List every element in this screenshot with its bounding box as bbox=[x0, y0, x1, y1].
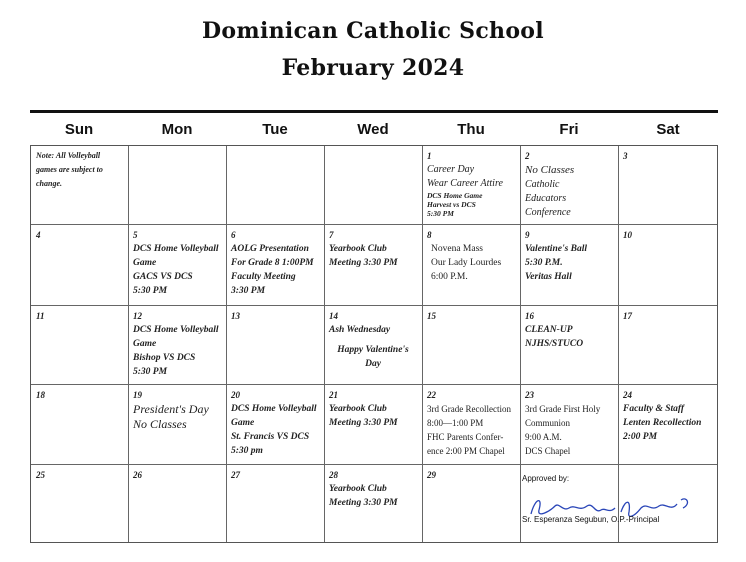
calendar-cell-5 bbox=[128, 225, 226, 305]
date-number: 25 bbox=[36, 470, 45, 480]
event-line: Wear Career Attire bbox=[427, 178, 503, 189]
date-number: 2 bbox=[525, 151, 530, 161]
event-line: Ash Wednesday bbox=[329, 325, 391, 335]
date-number: 5 bbox=[133, 230, 138, 240]
event-line: 5:30 pm bbox=[231, 446, 263, 456]
event-line: No Classes bbox=[525, 164, 575, 176]
date-number: 9 bbox=[525, 230, 530, 240]
calendar-grid bbox=[30, 145, 718, 543]
event-line: No Classes bbox=[133, 417, 187, 431]
event-line: 5:30 PM bbox=[133, 367, 168, 377]
calendar-cell-22 bbox=[422, 385, 520, 464]
event-line: NJHS/STUCO bbox=[525, 339, 584, 349]
event-line: Game bbox=[133, 258, 157, 268]
event-line: Veritas Hall bbox=[525, 272, 572, 282]
calendar-cell-21 bbox=[324, 385, 422, 464]
event-line: Conference bbox=[525, 207, 571, 218]
calendar-cell-26 bbox=[128, 465, 226, 543]
event-line: 5:30 P.M. bbox=[525, 258, 563, 268]
event-line: 8:00—1:00 PM bbox=[427, 418, 484, 428]
calendar-cell-20 bbox=[226, 385, 324, 464]
date-number: 15 bbox=[427, 311, 436, 321]
event-line: Novena Mass bbox=[431, 244, 483, 254]
calendar-cell-29 bbox=[422, 465, 520, 543]
event-line: Meeting 3:30 PM bbox=[329, 498, 398, 508]
event-line: Faculty & Staff bbox=[623, 404, 685, 414]
date-number: 6 bbox=[231, 230, 236, 240]
date-number: 1 bbox=[427, 151, 432, 161]
weekday-header bbox=[30, 115, 718, 145]
date-number: 22 bbox=[427, 390, 436, 400]
calendar-cell-27 bbox=[226, 465, 324, 543]
calendar-cell-13 bbox=[226, 306, 324, 384]
calendar-cell-25 bbox=[31, 465, 128, 543]
event-line: 5:30 PM bbox=[427, 209, 454, 218]
event-line: Faculty Meeting bbox=[231, 272, 296, 282]
date-number: 23 bbox=[525, 390, 534, 400]
event-line: DCS Chapel bbox=[525, 446, 571, 456]
date-number: 21 bbox=[329, 390, 338, 400]
day-wed: Wed bbox=[357, 121, 389, 138]
event-line: Catholic bbox=[525, 179, 560, 190]
event-line: Career Day bbox=[427, 164, 475, 175]
header-rule bbox=[30, 110, 718, 113]
date-number: 20 bbox=[231, 390, 240, 400]
day-thu: Thu bbox=[457, 121, 485, 138]
event-line: Happy Valentine's bbox=[337, 345, 409, 355]
date-number: 27 bbox=[231, 470, 240, 480]
calendar-cell-28 bbox=[324, 465, 422, 543]
event-line: DCS Home Volleyball bbox=[133, 325, 219, 335]
event-line: Meeting 3:30 PM bbox=[329, 258, 398, 268]
day-tue: Tue bbox=[262, 121, 288, 138]
calendar-cell-10 bbox=[618, 225, 718, 305]
calendar-cell-4 bbox=[31, 225, 128, 305]
calendar-cell-1 bbox=[422, 146, 520, 224]
day-mon: Mon bbox=[161, 121, 193, 138]
volleyball-note: Note: All Volleyball games are subject to change. bbox=[36, 151, 103, 188]
event-line: 6:00 P.M. bbox=[431, 272, 468, 282]
event-line: Harvest vs DCS bbox=[427, 200, 476, 209]
event-line: 5:30 PM bbox=[133, 286, 168, 296]
event-line: Yearbook Club bbox=[329, 404, 387, 414]
calendar-cell-16 bbox=[520, 306, 618, 384]
calendar-cell-18 bbox=[31, 385, 128, 464]
day-sun: Sun bbox=[64, 121, 94, 138]
calendar-cell-11 bbox=[31, 306, 128, 384]
date-number: 26 bbox=[133, 470, 142, 480]
date-number: 28 bbox=[329, 470, 338, 480]
event-line: For Grade 8 1:00PM bbox=[231, 258, 314, 268]
event-line: Educators bbox=[525, 193, 567, 204]
date-number: 4 bbox=[36, 230, 41, 240]
calendar-cell-8 bbox=[422, 225, 520, 305]
event-line: Game bbox=[133, 339, 157, 349]
date-number: 13 bbox=[231, 311, 240, 321]
calendar-cell-9 bbox=[520, 225, 618, 305]
date-number: 16 bbox=[525, 311, 534, 321]
event-line: FHC Parents Confer- bbox=[427, 432, 504, 442]
event-line: DCS Home Volleyball bbox=[133, 244, 219, 254]
calendar-cell-6 bbox=[226, 225, 324, 305]
month-title: February 2024 bbox=[281, 55, 465, 81]
event-line: Yearbook Club bbox=[329, 244, 387, 254]
event-line: St. Francis VS DCS bbox=[231, 432, 310, 442]
event-line: 3:30 PM bbox=[231, 286, 266, 296]
event-line: AOLG Presentation bbox=[231, 244, 309, 254]
principal-name: Sr. Esperanza Segubun, O.P.-Principal bbox=[522, 515, 660, 524]
calendar-cell-19 bbox=[128, 385, 226, 464]
day-sat: Sat bbox=[656, 121, 680, 138]
event-line: Game bbox=[231, 418, 255, 428]
calendar-cell-15 bbox=[422, 306, 520, 384]
calendar-cell-17 bbox=[618, 306, 718, 384]
event-line: DCS Home Volleyball bbox=[231, 404, 317, 414]
date-number: 3 bbox=[623, 151, 628, 161]
event-line: Valentine's Ball bbox=[525, 244, 588, 254]
calendar-cell-23 bbox=[520, 385, 618, 464]
date-number: 11 bbox=[36, 311, 45, 321]
event-line: Lenten Recollection bbox=[623, 418, 702, 428]
event-line: President's Day bbox=[133, 402, 209, 416]
date-number: 14 bbox=[329, 311, 338, 321]
calendar-cell-2 bbox=[520, 146, 618, 224]
approved-label: Approved by: bbox=[522, 474, 570, 483]
calendar-cell-14 bbox=[324, 306, 422, 384]
event-line: Our Lady Lourdes bbox=[431, 258, 502, 268]
event-line: GACS VS DCS bbox=[133, 272, 193, 282]
event-line: 3rd Grade First Holy bbox=[525, 404, 601, 414]
day-fri: Fri bbox=[559, 121, 579, 138]
date-number: 29 bbox=[427, 470, 436, 480]
calendar-cell-3 bbox=[618, 146, 718, 224]
event-line: Communion bbox=[525, 418, 571, 428]
date-number: 7 bbox=[329, 230, 334, 240]
event-line: CLEAN-UP bbox=[525, 325, 573, 335]
school-title: Dominican Catholic School bbox=[202, 18, 544, 44]
event-line: 3rd Grade Recollection bbox=[427, 404, 511, 414]
calendar-cell-note bbox=[31, 146, 128, 224]
date-number: 19 bbox=[133, 390, 142, 400]
event-line: ence 2:00 PM Chapel bbox=[427, 446, 505, 456]
date-number: 8 bbox=[427, 230, 432, 240]
calendar-cell-7 bbox=[324, 225, 422, 305]
date-number: 12 bbox=[133, 311, 142, 321]
calendar-cell-24 bbox=[618, 385, 718, 464]
date-number: 10 bbox=[623, 230, 632, 240]
event-line: Bishop VS DCS bbox=[133, 353, 196, 363]
date-number: 18 bbox=[36, 390, 45, 400]
event-line: 9:00 A.M. bbox=[525, 432, 562, 442]
date-number: 24 bbox=[623, 390, 632, 400]
event-line: Yearbook Club bbox=[329, 484, 387, 494]
event-line: Day bbox=[365, 359, 381, 369]
event-line: DCS Home Game bbox=[427, 191, 483, 200]
date-number: 17 bbox=[623, 311, 632, 321]
calendar-cell-12 bbox=[128, 306, 226, 384]
event-line: 2:00 PM bbox=[623, 432, 658, 442]
event-line: Meeting 3:30 PM bbox=[329, 418, 398, 428]
